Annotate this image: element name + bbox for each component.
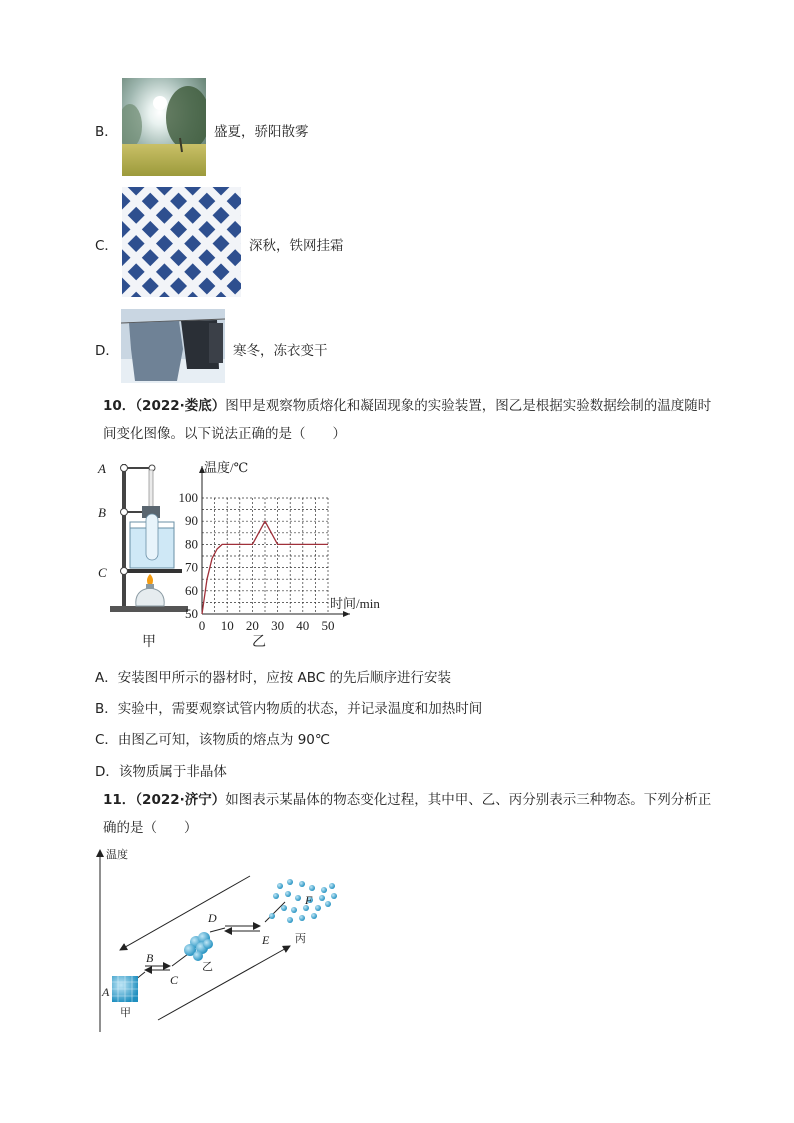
- question-10-source: （2022·娄底）: [135, 398, 226, 414]
- question-10-number: 10．: [103, 398, 136, 414]
- point-b-label: B: [146, 951, 154, 965]
- question-10-text-line2: 间变化图像。以下说法正确的是（ ）: [103, 426, 346, 442]
- sun-through-fog-trees-photo: [122, 78, 206, 176]
- chart-y-axis-label: 温度/℃: [204, 460, 249, 475]
- option-b-text: 盛夏，骄阳散雾: [214, 124, 309, 140]
- y-tick-label: 50: [185, 606, 198, 621]
- state-liquid-label: 乙: [202, 961, 213, 973]
- question-11-number: 11．: [103, 792, 136, 808]
- chart-caption: 乙: [252, 635, 266, 650]
- solid-particles: [112, 976, 138, 1002]
- q10-choice-b: B．实验中，需要观察试管内物质的状态，并记录温度和加热时间: [95, 701, 483, 717]
- liquid-particles: [184, 932, 213, 961]
- y-tick-label: 60: [185, 582, 198, 598]
- point-f-label: F: [305, 893, 313, 907]
- x-tick-label: 50: [321, 618, 335, 633]
- x-tick-label: 0: [198, 618, 206, 633]
- y-tick-label: 100: [178, 490, 198, 505]
- y-tick-label: 80: [185, 536, 198, 552]
- question-11-source: （2022·济宁）: [135, 792, 226, 808]
- question-10-stem: [103, 392, 723, 448]
- label-c: C: [98, 565, 107, 580]
- question-11-stem: [103, 786, 723, 842]
- state-gas-label: 丙: [295, 933, 306, 945]
- frosted-wire-mesh-photo: [122, 187, 241, 297]
- option-b-letter: B．: [95, 124, 118, 140]
- option-d-letter: D．: [95, 343, 119, 359]
- point-c-label: C: [170, 973, 179, 987]
- option-d-text: 寒冬，冻衣变干: [233, 343, 328, 359]
- label-b: B: [98, 505, 106, 520]
- long-arrow-cooling: [120, 876, 250, 950]
- chart-x-axis-label: 时间/min: [330, 596, 380, 611]
- x-axis-arrow: [343, 611, 350, 617]
- q10-choice-a: A．安装图甲所示的器材时，应按 ABC 的先后顺序进行安装: [95, 670, 452, 686]
- y-tick-label: 90: [185, 513, 198, 529]
- frozen-clothes-on-line-photo: [121, 309, 225, 383]
- x-tick-label: 40: [296, 618, 310, 633]
- question-11-text-line1: 如图表示某晶体的物态变化过程，其中甲、乙、丙分别表示三种物态。下列分析正: [225, 792, 712, 808]
- q10-choice-d: D．该物质属于非晶体: [95, 764, 227, 780]
- q10-choice-c: C．由图乙可知，该物质的熔点为 90℃: [95, 732, 331, 748]
- gas-particles: [269, 879, 337, 923]
- temperature-axis-label: 温度: [106, 849, 128, 861]
- point-a-label: A: [102, 985, 110, 999]
- chart-grid: [202, 498, 328, 614]
- x-tick-label: 10: [220, 618, 234, 633]
- point-e-label: E: [262, 933, 270, 947]
- state-change-diagram: [90, 842, 350, 1038]
- state-solid-label: 甲: [120, 1007, 131, 1019]
- temperature-time-chart: [170, 456, 400, 656]
- apparatus-caption: 甲: [142, 635, 156, 650]
- x-tick-label: 20: [245, 618, 259, 633]
- question-10-text-line1: 图甲是观察物质熔化和凝固现象的实验装置，图乙是根据实验数据绘制的温度随时: [225, 398, 712, 414]
- option-c-text: 深秋，铁网挂霜: [249, 238, 344, 254]
- point-d-label: D: [208, 911, 217, 925]
- question-11-text-line2: 确的是（ ）: [103, 820, 198, 836]
- label-a: A: [98, 461, 106, 476]
- x-tick-label: 30: [271, 618, 285, 633]
- option-c-letter: C．: [95, 238, 118, 254]
- y-tick-label: 70: [185, 559, 198, 575]
- chart-axes: [199, 466, 350, 617]
